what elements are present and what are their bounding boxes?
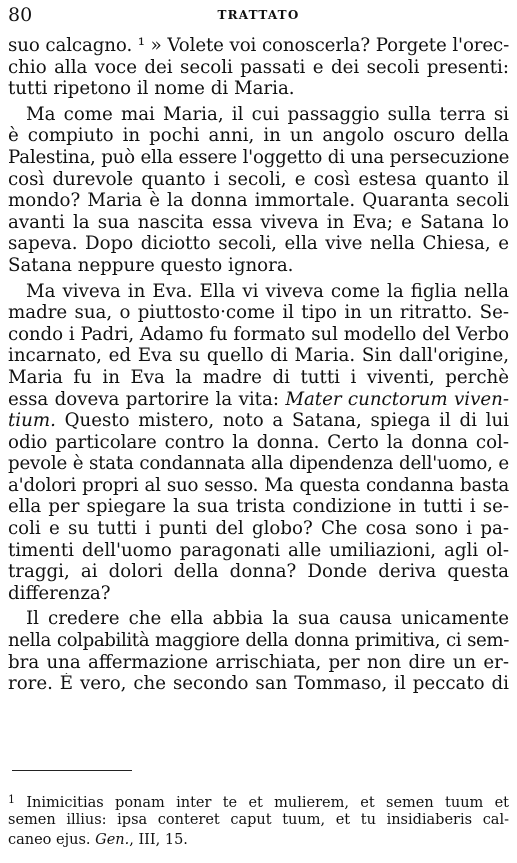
- line-text: pevole è stata condannata alla dipendenza dell'uomo, e: [8, 453, 509, 475]
- text-line: [8, 35, 509, 57]
- line-text: così durevole quanto i secoli, e così estesa quanto il: [8, 168, 509, 190]
- text-line: [8, 125, 509, 147]
- line-text: Maria fu in Eva la madre di tutti i viventi, perchè: [8, 366, 509, 388]
- footnote-line: [8, 790, 509, 810]
- text-line: [8, 233, 509, 255]
- footnote: [8, 790, 509, 850]
- text-line: [8, 410, 509, 432]
- footnote-text-1: Inimicitias ponam inter te et mulierem, et semen tuum et: [26, 795, 509, 810]
- text-line: [8, 453, 509, 475]
- text-line: [8, 169, 509, 191]
- text-line: [8, 212, 509, 234]
- line-text: coli e su tutti i punti del globo? Che cosa sono i pa-: [8, 518, 509, 540]
- page-header: [8, 4, 509, 28]
- italic-phrase: Mater cunctorum viven-: [285, 388, 509, 410]
- line-text: a'dolori propri al suo sesso. Ma questa condanna basta: [8, 474, 509, 496]
- footnote-line: [8, 810, 509, 830]
- line-text: essa doveva partorire la vita:: [8, 388, 286, 410]
- text-line: [8, 255, 509, 277]
- footnote-text-3b: , III, 15.: [129, 832, 188, 848]
- text-line: [8, 583, 509, 605]
- line-text: Questo mistero, noto a Satana, spiega il di lui: [55, 410, 509, 432]
- line-text: tutti ripetono il nome di Maria.: [8, 78, 295, 100]
- text-line: [8, 496, 509, 518]
- text-line: [8, 147, 509, 169]
- text-line: [8, 345, 509, 367]
- line-text: traggi, ai dolori della donna? Donde deriva questa: [8, 561, 509, 583]
- line-text: Satana neppure questo ignora.: [8, 254, 294, 276]
- italic-phrase: tium.: [8, 410, 56, 432]
- line-text: chio alla voce dei secoli passati e dei secoli presenti:: [8, 56, 509, 78]
- line-text: incarnato, ed Eva su quello di Maria. Sin dall'origine,: [8, 345, 509, 367]
- footnote-marker: 1: [8, 793, 15, 806]
- line-text: nella colpabilità maggiore della donna primitiva, ci sem-: [8, 630, 509, 652]
- text-line: [8, 518, 509, 540]
- text-line: [8, 281, 509, 303]
- running-head: TRATTATO: [217, 8, 300, 22]
- line-text: avanti la sua nascita essa viveva in Eva; e Satana lo: [8, 211, 509, 233]
- footnote-divider: [12, 770, 132, 771]
- text-line: [8, 57, 509, 79]
- text-line: [8, 190, 509, 212]
- footnote-line: [8, 830, 509, 850]
- line-text: odio particolare contro la donna. Certo la donna col-: [8, 431, 509, 453]
- text-line: [8, 475, 509, 497]
- body-text: [8, 35, 509, 695]
- footnote-text-3a: caneo ejus.: [8, 832, 96, 848]
- line-text: è compiuto in pochi anni, in un angolo oscuro della: [8, 125, 509, 147]
- text-line: [8, 673, 509, 695]
- line-text: Il credere che ella abbia la sua causa unicamente: [26, 608, 509, 630]
- line-text: suo calcagno. ¹ » Volete voi conoscerla? Porgete l'orec-: [8, 35, 509, 56]
- line-text: madre sua, o piuttosto·come il tipo in un ritratto. Se-: [8, 302, 509, 324]
- text-line: [8, 78, 509, 100]
- line-text: sapeva. Dopo diciotto secoli, ella vive nella Chiesa, e: [8, 233, 509, 255]
- text-line: [8, 389, 509, 411]
- line-text: condo i Padri, Adamo fu formato sul modello del Verbo: [8, 323, 509, 345]
- line-text: Ma viveva in Eva. Ella vi viveva come la figlia nella: [26, 280, 509, 302]
- line-text: Palestina, può ella essere l'oggetto di una persecuzione: [8, 146, 509, 168]
- text-line: [8, 630, 509, 652]
- line-text: rore. È vero, che secondo san Tommaso, il peccato di: [8, 673, 509, 695]
- line-text: differenza?: [8, 582, 111, 604]
- line-text: timenti dell'uomo paragonati alle umiliazioni, agli ol-: [8, 539, 509, 561]
- text-line: [8, 302, 509, 324]
- text-line: [8, 432, 509, 454]
- line-text: Ma come mai Maria, il cui passaggio sulla terra si: [26, 103, 509, 125]
- line-text: ella per spiegare la sua trista condizione in tutti i se-: [8, 496, 509, 518]
- text-line: [8, 104, 509, 126]
- footnote-text-2: semen illius: ipsa conteret caput tuum, et tu insidiaberis cal-: [8, 812, 509, 828]
- book-page: [8, 0, 509, 863]
- text-line: [8, 367, 509, 389]
- line-text: bra una affermazione arrischiata, per non dire un er-: [8, 651, 509, 673]
- text-line: [8, 608, 509, 630]
- text-line: [8, 324, 509, 346]
- line-text: mondo? Maria è la donna immortale. Quaranta secoli: [8, 190, 509, 212]
- footnote-citation: Gen.: [95, 832, 130, 848]
- text-line: [8, 561, 509, 583]
- text-line: [8, 652, 509, 674]
- text-line: [8, 540, 509, 562]
- page-number: 80: [8, 4, 33, 26]
